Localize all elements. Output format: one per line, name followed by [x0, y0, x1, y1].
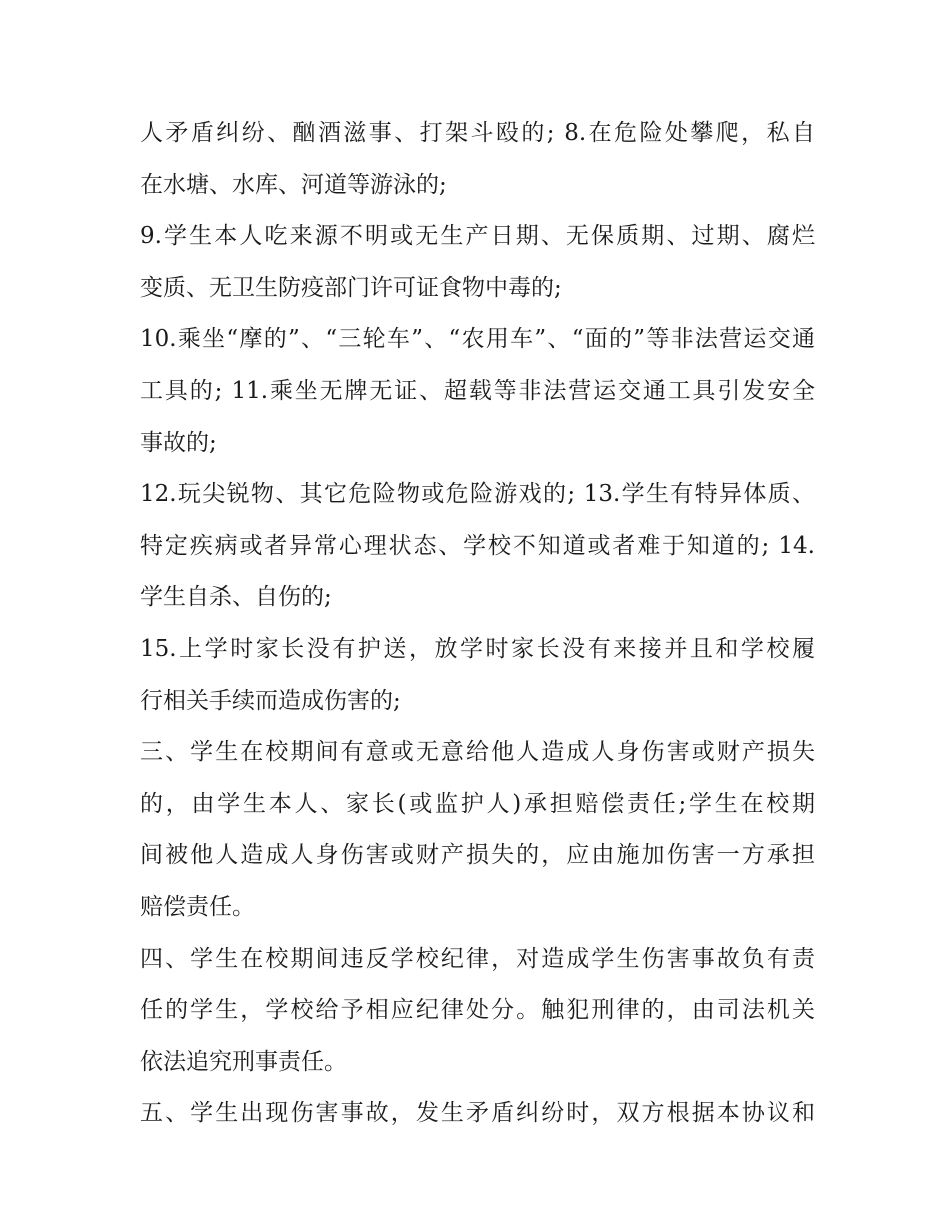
text-line: 特定疾病或者异常心理状态、学校不知道或者难于知道的; 14.: [140, 532, 815, 559]
text-line: 行相关手续而造成伤害的;: [140, 687, 401, 714]
text-line: 15.上学时家长没有护送，放学时家长没有来接并且和学校履: [140, 635, 815, 662]
text-line: 变质、无卫生防疫部门许可证食物中毒的;: [140, 274, 562, 301]
text-line: 间被他人造成人身伤害或财产损失的，应由施加伤害一方承担: [140, 842, 815, 869]
text-line: 任的学生，学校给予相应纪律处分。触犯刑律的，由司法机关: [140, 997, 815, 1024]
text-line: 依法追究刑事责任。: [140, 1048, 347, 1075]
document-body: [140, 108, 815, 1140]
text-line: 的，由学生本人、家长(或监护人)承担赔偿责任;学生在校期: [140, 790, 815, 817]
text-line: 事故的;: [140, 429, 217, 456]
text-line: 10.乘坐“摩的”、“三轮车”、“农用车”、“面的”等非法营运交通: [140, 326, 815, 353]
text-line: 9.学生本人吃来源不明或无生产日期、无保质期、过期、腐烂: [140, 223, 815, 250]
text-line: 四、学生在校期间违反学校纪律，对造成学生伤害事故负有责: [140, 945, 815, 972]
text-line: 在水塘、水库、河道等游泳的;: [140, 171, 447, 198]
text-line: 12.玩尖锐物、其它危险物或危险游戏的; 13.学生有特异体质、: [140, 481, 815, 508]
text-line: 三、学生在校期间有意或无意给他人造成人身伤害或财产损失: [140, 739, 815, 766]
text-line: 工具的; 11.乘坐无牌无证、超载等非法营运交通工具引发安全: [140, 377, 815, 404]
text-line: 赔偿责任。: [140, 893, 255, 920]
text-line: 人矛盾纠纷、酗酒滋事、打架斗殴的; 8.在危险处攀爬，私自: [140, 120, 815, 146]
text-line: 五、学生出现伤害事故，发生矛盾纠纷时，双方根据本协议和: [140, 1100, 815, 1127]
text-line: 学生自杀、自伤的;: [140, 584, 332, 611]
